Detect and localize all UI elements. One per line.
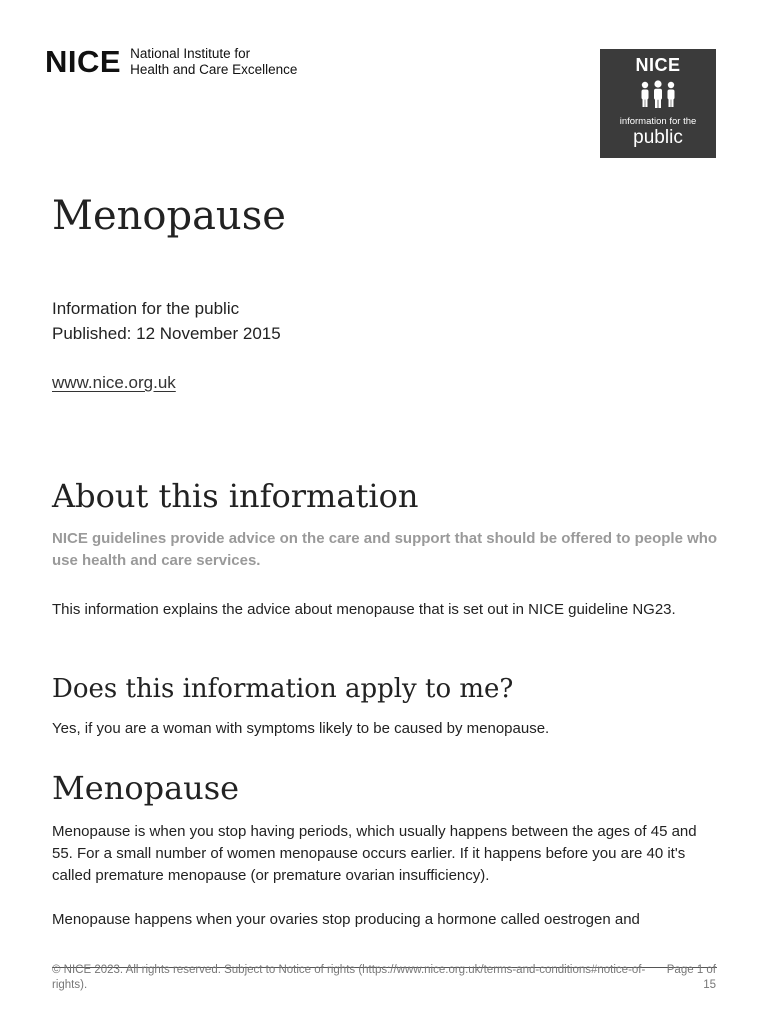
document-type: Information for the public (52, 299, 240, 318)
document-title: Menopause (52, 193, 286, 239)
badge-subtitle: information for the (619, 116, 697, 127)
org-name (130, 46, 297, 78)
nice-logo (45, 44, 297, 80)
org-name-line1: National Institute for (130, 46, 251, 61)
document-meta (52, 296, 281, 346)
footer-copyright: © NICE 2023. All rights reserved. Subject to Notice of rights (https://www.nice.org.uk/terms-and-conditions#notice-of-rights). (52, 964, 646, 991)
about-paragraph: This information explains the advice about menopause that is set out in NICE guideline NG23. (52, 601, 676, 618)
menopause-paragraph-1: Menopause is when you stop having periods, which usually happens between the ages of 45 and 55. For a small number of women menopause occurs earlier. If it happens before you are 40 it's called premature menopause (or premature ovarian insufficiency). (52, 823, 697, 884)
nice-wordmark: NICE (45, 44, 122, 79)
people-group-icon (600, 80, 716, 110)
about-heading: About this information (52, 477, 419, 515)
page-indicator: Page 1 of 15 (666, 964, 716, 991)
apply-heading: Does this information apply to me? (52, 674, 514, 704)
about-lead-text: NICE guidelines provide advice on the care and support that should be offered to people who use health and care services. (52, 530, 718, 569)
badge-label: public (633, 127, 683, 148)
menopause-heading: Menopause (52, 769, 240, 807)
public-information-badge (600, 49, 716, 158)
apply-paragraph: Yes, if you are a woman with symptoms likely to be caused by menopause. (52, 720, 550, 737)
website-link[interactable]: www.nice.org.uk (52, 373, 176, 392)
published-date: Published: 12 November 2015 (52, 324, 281, 343)
menopause-paragraph-2: Menopause happens when your ovaries stop producing a hormone called oestrogen and (52, 911, 640, 928)
org-name-line2: Health and Care Excellence (130, 62, 298, 77)
badge-title: NICE (635, 55, 681, 75)
